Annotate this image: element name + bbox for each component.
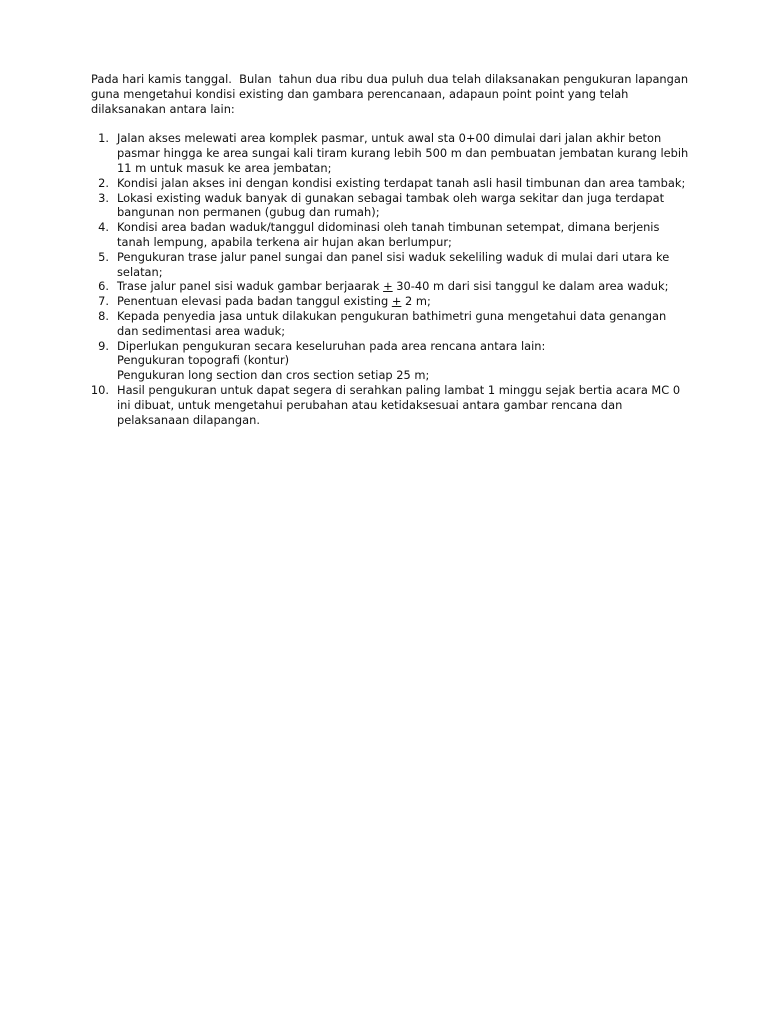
list-item <box>91 383 691 427</box>
sub-item-section: Pengukuran long section dan cros section setiap 25 m; <box>117 368 430 383</box>
list-item-text <box>117 294 431 308</box>
list-item-text: Kondisi jalan akses ini dengan kondisi existing terdapat tanah asli hasil timbunan dan area tambak; <box>117 175 686 190</box>
list-item-text <box>117 279 668 293</box>
list-item-text: Diperlukan pengukuran secara keseluruhan pada area rencana antara lain: <box>117 338 546 353</box>
plus-minus-sign: + <box>383 279 393 294</box>
list-number: 5. <box>98 249 109 264</box>
list-item <box>91 191 691 221</box>
list-item-text: Pengukuran trase jalur panel sungai dan panel sisi waduk sekeliling waduk di mulai dari utara ke selatan; <box>117 249 670 279</box>
list-item <box>91 131 691 175</box>
list-item-text: Kepada penyedia jasa untuk dilakukan pengukuran bathimetri guna mengetahui data genangan dan sedimentasi area waduk; <box>117 308 667 338</box>
list-number: 9. <box>98 338 109 353</box>
list-item-text: Hasil pengukuran untuk dapat segera di serahkan paling lambat 1 minggu sejak bertia acara MC 0 ini dibuat, untuk mengetahui perubahan atau ketidaksesuai antara gambar rencana dan pelaksanaan dilapangan. <box>117 382 681 427</box>
text-before-tolerance: Penentuan elevasi pada badan tanggul existing <box>117 294 392 309</box>
list-item-text: Jalan akses melewati area komplek pasmar, untuk awal sta 0+00 dimulai dari jalan akhir beton pasmar hingga ke area sungai kali tiram kurang lebih 500 m dan pembuatan jembatan kurang lebih 11 m untuk masuk ke area jembatan; <box>117 131 689 175</box>
list-item-text: Kondisi area badan waduk/tanggul didominasi oleh tanah timbunan setempat, dimana berjenis tanah lempung, apabila terkena air hujan akan berlumpur; <box>117 220 660 249</box>
list-item-text: Lokasi existing waduk banyak di gunakan sebagai tambak oleh warga sekitar dan juga terdapat bangunan non permanen (gubug dan rumah); <box>117 190 665 220</box>
list-item <box>91 250 691 280</box>
list-number: 7. <box>98 294 109 309</box>
sub-item-topografi: Pengukuran topografi (kontur) <box>117 353 290 368</box>
numbered-list <box>91 131 691 427</box>
text-after-tolerance: 2 m; <box>401 294 431 309</box>
list-number: 6. <box>98 279 109 294</box>
document-page <box>91 72 691 427</box>
intro-paragraph: Pada hari kamis tanggal. Bulan tahun dua ribu dua puluh dua telah dilaksanakan pengukuran lapangan guna mengetahui kondisi existing dan gambara perencanaan, adapaun point point yang telah dilaksanakan antara lain: <box>91 72 692 116</box>
list-number: 8. <box>98 308 109 323</box>
list-number: 10. <box>90 382 109 397</box>
list-item <box>91 339 691 383</box>
text-after-tolerance: 30-40 m dari sisi tanggul ke dalam area waduk; <box>392 279 669 294</box>
list-item <box>91 294 691 309</box>
list-number: 4. <box>98 220 109 235</box>
plus-minus-sign: + <box>391 294 402 309</box>
list-item <box>91 279 691 294</box>
list-number: 3. <box>98 190 109 205</box>
list-number: 1. <box>98 131 109 146</box>
list-item <box>91 220 691 250</box>
text-before-tolerance: Trase jalur panel sisi waduk gambar berjaarak <box>117 279 384 294</box>
list-item <box>91 176 691 191</box>
list-number: 2. <box>98 175 109 190</box>
list-item <box>91 309 691 339</box>
